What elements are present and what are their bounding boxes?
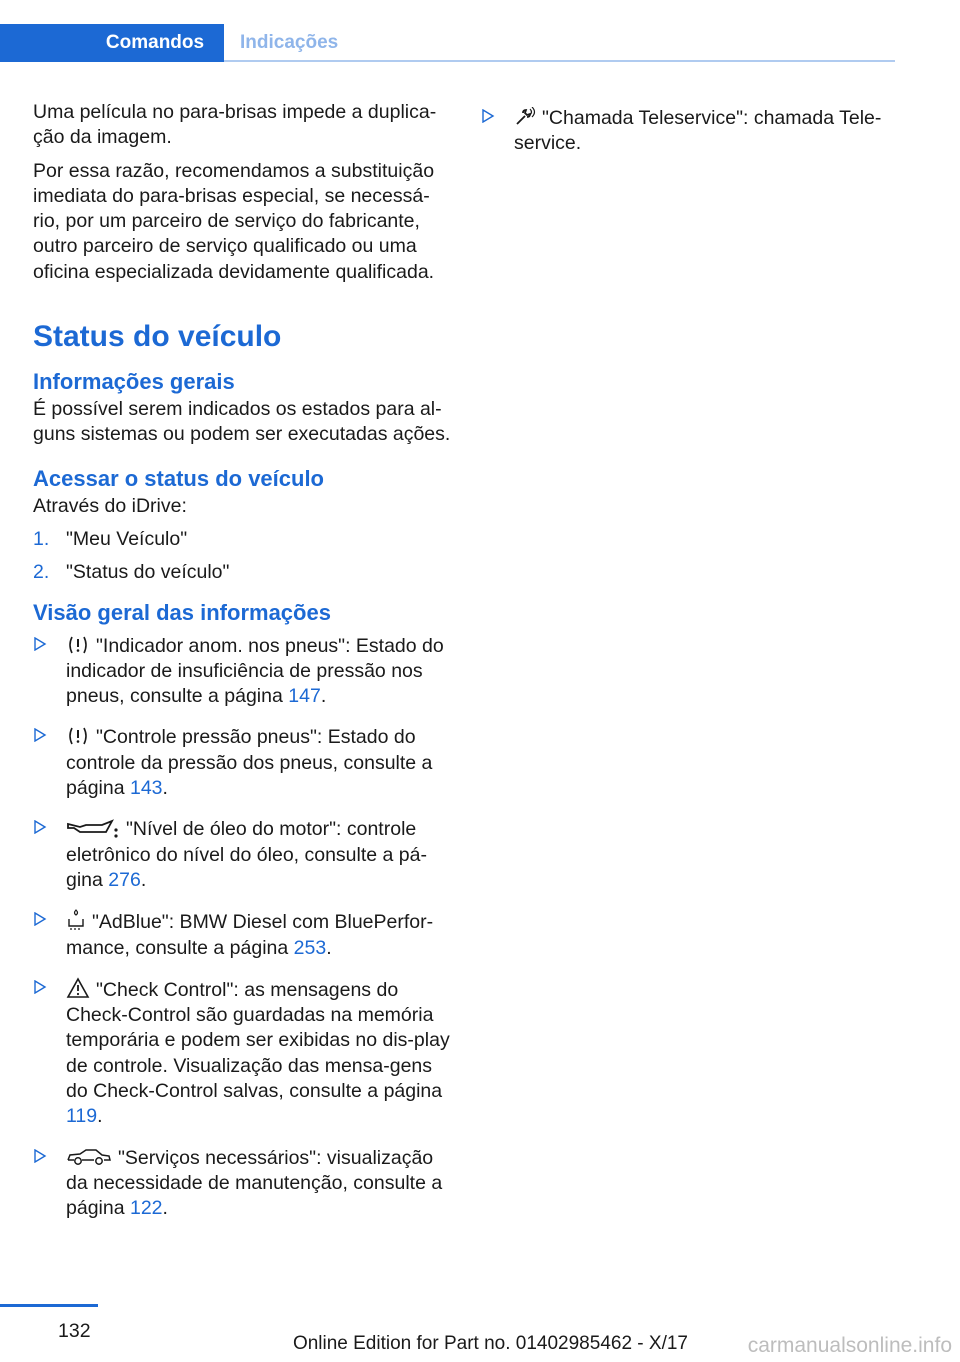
section-title-status: Status do veículo <box>33 320 282 354</box>
page-number: 132 <box>58 1320 91 1342</box>
overview-list <box>33 634 451 1222</box>
adblue-icon <box>66 909 86 931</box>
header-tabs <box>0 24 895 62</box>
bullet-triangle-icon <box>33 637 47 651</box>
right-column <box>481 100 897 173</box>
warning-triangle-icon <box>66 977 90 999</box>
subtitle-overview: Visão geral das informações <box>33 599 331 625</box>
bullet-triangle-icon <box>33 912 47 926</box>
car-service-icon <box>66 1147 112 1167</box>
step-item <box>33 527 451 552</box>
step-number: 1. <box>33 527 50 550</box>
list-item <box>481 106 897 157</box>
item-text: "Check Control": as mensagens do Check-Control são guardadas na memória temporária e podem ser exibidas no dis-play de controle. Visualização das mensa-gens do Check-Control salvas, consulte a página <box>66 978 450 1103</box>
list-item: "Check Control": as mensagens do Check-Control são guardadas na memória temporária e podem ser exibidas no dis-play de controle. Visualização das mensa-gens do Check-Control salvas, consulte a página 119. <box>33 977 451 1130</box>
footer-rule <box>0 1304 98 1307</box>
left-column <box>33 100 451 1238</box>
step-number: 2. <box>33 561 50 584</box>
item-text: "Controle pressão pneus": Estado do controle da pressão dos pneus, consulte a página <box>66 726 433 800</box>
subtitle-access-status: Acessar o status do veículo <box>33 465 324 491</box>
paragraph-access: Através do iDrive: <box>33 494 187 517</box>
teleservice-wrench-icon <box>514 107 536 127</box>
list-item: "Indicador anom. nos pneus": Estado do indicador de insuficiência de pressão nos pneus, consulte a página 147. <box>33 634 451 710</box>
oil-can-icon <box>66 818 120 838</box>
page-link[interactable]: 253 <box>293 936 327 959</box>
steps-list <box>33 527 451 586</box>
bullet-triangle-icon <box>481 109 495 123</box>
tire-pressure-monitor-icon <box>66 726 90 746</box>
bullet-triangle-icon <box>33 980 47 994</box>
item-text: "Indicador anom. nos pneus": Estado do indicador de insuficiência de pressão nos pneus, consulte a página <box>66 634 444 708</box>
step-text: "Meu Veículo" <box>66 527 188 550</box>
list-item: "AdBlue": BMW Diesel com BluePerfor-mance, consulte a página 253. <box>33 909 451 961</box>
right-list <box>481 106 897 157</box>
page-link[interactable]: 122 <box>129 1197 163 1220</box>
item-text: "Chamada Teleservice": chamada Tele-service. <box>514 107 882 155</box>
page-link[interactable]: 276 <box>108 868 141 891</box>
step-item <box>33 560 451 585</box>
item-text: "Serviços necessários": visualização da necessidade de manutenção, consulte a página <box>66 1146 443 1220</box>
page-link[interactable]: 143 <box>129 777 163 800</box>
item-text: "Nível de óleo do motor": controle eletrônico do nível do óleo, consulte a pá-gina <box>66 818 427 891</box>
paragraph-recommendation: Por essa razão, recomendamos a substituição imediata do para-brisas especial, se necessá-rio, por um parceiro de serviço do fabricante, outro parceiro de serviço qualificado ou uma oficina especializada devidamente qualificada. <box>33 159 435 283</box>
header-rule <box>0 60 895 62</box>
bullet-triangle-icon <box>33 820 47 834</box>
step-text: "Status do veículo" <box>66 561 230 584</box>
list-item: "Controle pressão pneus": Estado do controle da pressão dos pneus, consulte a página 143. <box>33 725 451 801</box>
watermark: carmanualsonline.info <box>747 1334 952 1357</box>
page-link[interactable]: 147 <box>288 685 321 708</box>
tab-comandos[interactable]: Comandos <box>0 24 224 62</box>
tire-pressure-warning-icon <box>66 635 90 655</box>
bullet-triangle-icon <box>33 1149 47 1163</box>
subtitle-general-info: Informações gerais <box>33 369 235 395</box>
list-item: "Nível de óleo do motor": controle eletrônico do nível do óleo, consulte a pá-gina 276. <box>33 817 451 893</box>
edition-note: Online Edition for Part no. 01402985462 - X/17 <box>292 1333 688 1354</box>
paragraph-general-info: É possível serem indicados os estados para al-guns sistemas ou podem ser executadas ações. <box>33 398 451 446</box>
page-link[interactable]: 119 <box>66 1105 98 1128</box>
bullet-triangle-icon <box>33 728 47 742</box>
tab-indicacoes[interactable]: Indicações <box>240 32 339 53</box>
paragraph-film: Uma película no para-brisas impede a duplica-ção da imagem. <box>33 101 437 149</box>
list-item: "Serviços necessários": visualização da necessidade de manutenção, consulte a página 122. <box>33 1146 451 1222</box>
item-text: "AdBlue": BMW Diesel com BluePerfor-mance, consulte a página <box>66 911 434 959</box>
